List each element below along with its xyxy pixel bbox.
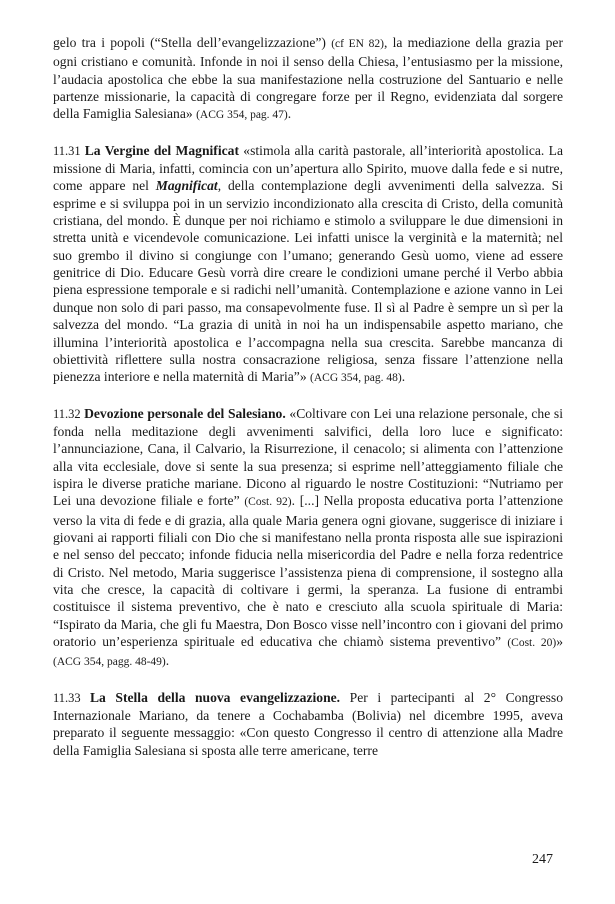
- section-text-4: .: [165, 653, 170, 669]
- section-citation-2: (Cost. 20): [507, 637, 557, 649]
- section-citation-1: (ACG 354, pag. 48): [310, 372, 402, 385]
- page-number: 247: [532, 852, 553, 867]
- section-title: La Vergine del Magnificat: [84, 142, 239, 158]
- section-citation-1: (Cost. 92): [244, 496, 292, 509]
- section-title: Devozione personale del Salesiano.: [84, 405, 286, 421]
- intro-text-1: gelo tra i popoli (“Stella dell’evangelizzazione”): [53, 35, 332, 50]
- section-text-1: Per i partecipanti al 2° Congresso Internazionale Mariano, da tenere a Cochabamba (Bolivia) nel dicembre 1995, aveva preparato il seguente messaggio: «Con questo Congresso il centro di attenzione alla Madre della Famiglia Salesiana si sposta alle terre americane, terre: [53, 689, 563, 758]
- section-text-3: .: [401, 369, 406, 385]
- page-body: [53, 34, 563, 776]
- section-citation-3: (ACG 354, pagg. 48-49): [53, 656, 166, 669]
- section-11-33: [53, 689, 563, 759]
- section-number: 11.31: [53, 143, 85, 158]
- section-number: 11.33: [53, 690, 90, 705]
- intro-paragraph: [53, 34, 563, 125]
- section-number: 11.32: [53, 406, 85, 421]
- section-text-1: «stimola alla carità pastorale, all’interiorità apostolica. La missione di Maria, infatti, comincia con un’apertura allo Spirito, muove dalla fede e si nutre, come appare nel: [53, 142, 563, 194]
- intro-citation-1: (cf EN 82): [331, 38, 385, 50]
- intro-text-3: .: [287, 106, 292, 122]
- section-text-2: , della contemplazione degli avvenimenti della salvezza. Si esprime e si sviluppa poi in un servizio incondizionato alla crescita di Cristo, della comunità cristiana, del mondo. È dunque per noi richiamo e stimolo a sviluppare le due dimensioni in stretta unità e vicendevole comunicazione. Lei infatti unisce la verginità e la maternità; nel suo grembo il divino si congiunge con l’umano; generando Gesù uomo, viene ad essere genitrice di Dio. Educare Gesù vorrà dire creare le condizioni umane perché il Verbo abbia piena espressione temporale e si radichi nell’umanità. Contemplazione e azione vanno in Lei dunque non solo di pari passo, ma consapevolmente fuse. Il sì al Padre è sempre un sì per la salvezza del mondo. “La grazia di unità in noi ha un indispensabile aspetto mariano, che illumina l’interiorità apostolica e l’accompagna nella sua crescita. Sarebbe mancanza di obiettività riflettere sulla nostra consacrazione religiosa, senza fissare l’attenzione nella pienezza interiore e nella maternità di Maria”»: [53, 178, 563, 385]
- intro-citation-2: (ACG 354, pag. 47): [196, 109, 288, 122]
- section-11-31: [53, 142, 563, 388]
- section-text-2: . [...] Nella proposta educativa porta l’attenzione verso la vita di fede e di grazia, alla quale Maria genera ogni giovane, suggerisce di iniziare i giovani ai rapporti filiali con Dio che si manifestano nella pronta risposta alle sue ispirazioni e nel senso del peccato; infonde fiducia nella misericordia del Padre e nella forza redentrice di Cristo. Nel metodo, Maria suggerisce l’assistenza piena di comprensione, il sostegno alla vita che cresce, la capacità di coltivare i germi, la speranza. La fusione di entrambi costituisce il sistema preventivo, che è nato e cresciuto alla scuola spirituale di Maria: “Ispirato da Maria, che gli fu Maestra, Don Bosco visse nell’incontro con i giovani del primo oratorio un’esperienza spirituale ed educativa che chiamò sistema preventivo”: [53, 493, 563, 649]
- section-text-1: «Coltivare con Lei una relazione personale, che si fonda nella meditazione degli avvenimenti salvifici, della loro luce e significato: l’annunciazione, Cana, il Calvario, la Risurrezione, il cenacolo; si alimenta con l’attenzione alla vita ecclesiale, dove si sente la sua presenza; si esprime nell’atteggiamento filiale che ispira le diverse pratiche mariane. Dicono al riguardo le nostre Costituzioni: “Nutriamo per Lei una devozione filiale e forte”: [53, 405, 563, 509]
- section-italic-magnificat: Magnificat: [155, 178, 218, 194]
- section-11-32: [53, 405, 563, 672]
- section-text-3: »: [556, 634, 564, 649]
- intro-text-2: , la mediazione della grazia per ogni cristiano e comunità. Infonde in noi il senso della Chiesa, l’entusiasmo per la missione, l’audacia apostolica che ebbe la sua manifestazione nella costruzione del Santuario e nelle partenze missionarie, la capacità di congregare forze per il Regno, evidenziata dal sorgere della Famiglia Salesiana»: [53, 35, 563, 122]
- section-title: La Stella della nuova evangelizzazione.: [89, 689, 341, 705]
